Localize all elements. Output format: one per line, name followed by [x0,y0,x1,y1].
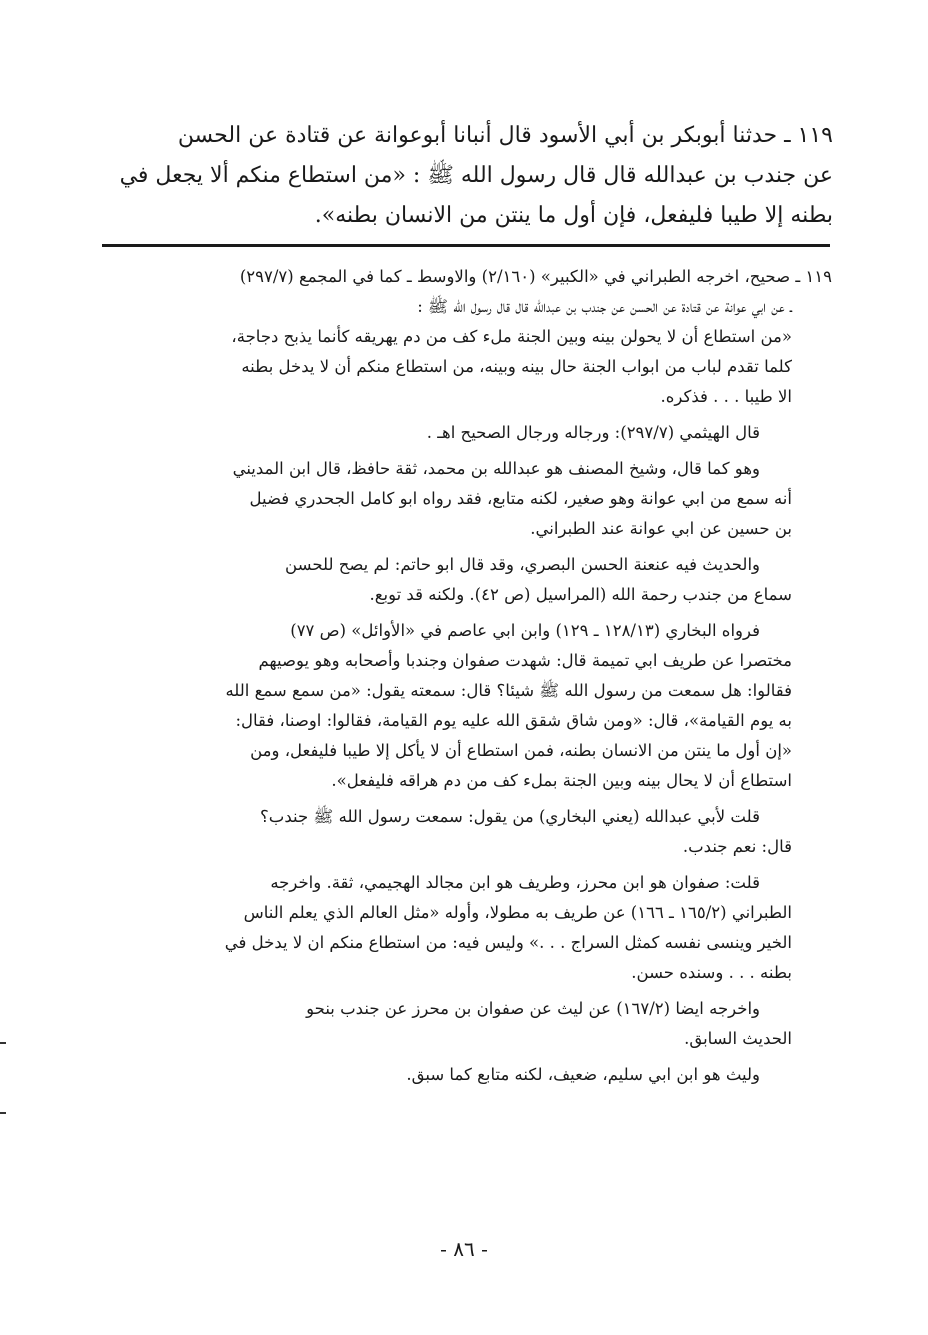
hadith-line: ١١٩ ـ حدثنا أبوبكر بن أبي الأسود قال أنبانا أبوعوانة عن قتادة عن الحسن [177,123,833,148]
note-line: فقالوا: هل سمعت من رسول الله ﷺ شيئا؟ قال: سمعته يقول: «من سمع سمع الله [225,681,792,700]
note-line: سماع من جندب رحمة الله (المراسيل (ص ٤٢). ولكنه قد توبع. [369,585,792,604]
note-line: ـ عن ابي عوانة عن قتادة عن الحسن عن جندب بن عبدالله قال قال رسول الله ﷺ : [417,297,792,316]
note-line: وليث هو ابن ابي سليم، ضعيف، لكنه متابع كما سبق. [406,1065,760,1084]
hadith-text [98,116,833,236]
note-line: الا طيبا . . . فذكره. [660,387,792,406]
note-line: الطبراني (١٦٥/٢ ـ ١٦٦) عن طريف به مطولا، وأوله «مثل العالم الذي يعلم الناس [243,903,792,922]
note-paragraph [104,802,832,862]
note-line: قال الهيثمي (٢٩٧/٧): ورجاله ورجال الصحيح اهـ . [426,423,760,442]
note-line: الحديث السابق. [684,1029,792,1048]
note-line: أنه سمع من ابي عوانة وهو صغير، لكنه متابع، فقد رواه ابو كامل الجحدري فضيل [249,489,792,508]
note-paragraph [104,262,832,412]
note-paragraph [104,418,832,448]
note-line: قلت لأبي عبدالله (يعني البخاري) من يقول: سمعت رسول الله ﷺ جندب؟ [260,807,760,826]
note-paragraph [104,616,832,796]
note-line: كلما تقدم لباب من ابواب الجنة حال بينه وبينه، من استطاع منكم أن لا يدخل بطنه [241,357,792,376]
note-line: قال: نعم جندب. [682,837,792,856]
scan-mark [0,1042,6,1044]
note-paragraph [104,1060,832,1090]
note-line: بن حسين عن ابي عوانة عند الطبراني. [530,519,792,538]
hadith-line: عن جندب بن عبدالله قال قال رسول الله ﷺ : «من استطاع منكم ألا يجعل في [119,163,833,188]
note-line: به يوم القيامة»، قال: «ومن شاق شقق الله عليه يوم القيامة، فقالوا: اوصنا، فقال: [235,711,792,730]
note-line: وهو كما قال، وشيخ المصنف هو عبدالله بن محمد، ثقة حافظ، قال ابن المديني [232,459,760,478]
hadith-line: بطنه إلا طيبا فليفعل، فإن أول ما ينتن من الانسان بطنه». [314,203,833,228]
note-paragraph [104,994,832,1054]
note-paragraph [104,454,832,544]
footnotes [104,262,832,1096]
note-line: فرواه البخاري (١٢٨/١٣ ـ ١٢٩) وابن ابي عاصم في «الأوائل» (ص ٧٧) [290,621,760,640]
scan-mark [0,1112,6,1114]
note-line: ١١٩ ـ صحيح، اخرجه الطبراني في «الكبير» (٢/١٦٠) والاوسط ـ كما في المجمع (٢٩٧/٧) [239,267,832,286]
note-line: قلت: صفوان هو ابن محرز، وطريف هو ابن مجالد الهجيمي، ثقة. واخرجه [270,873,760,892]
page-number: - ٨٦ - [440,1237,488,1261]
note-paragraph [104,550,832,610]
note-line: بطنه . . . وسنده حسن. [631,963,792,982]
note-line: استطاع أن لا يحال بينه وبين الجنة بملء كف من دم هراقه فليفعل». [331,771,792,790]
note-line: مختصرا عن طريف ابي تميمة قال: شهدت صفوان وجندبا وأصحابه وهو يوصيهم [258,651,792,670]
separator-rule [102,244,830,247]
note-paragraph [104,868,832,988]
note-line: واخرجه ايضا (١٦٧/٢) عن ليث عن صفوان بن محرز عن جندب بنحو [306,999,760,1018]
note-line: «من استطاع أن لا يحولن بينه وبين الجنة ملء كف من دم يهريقه كأنما يذبح دجاجة، [231,327,792,346]
note-line: «إن أول ما ينتن من الانسان بطنه، فمن استطاع أن لا يأكل إلا طيبا فليفعل، ومن [250,741,792,760]
note-line: الخير وينسى نفسه كمثل السراج . . .» وليس فيه: من استطاع منكم ان لا يدخل في [224,933,792,952]
note-line: والحديث فيه عنعنة الحسن البصري، وقد قال ابو حاتم: لم يصح للحسن [285,555,760,574]
